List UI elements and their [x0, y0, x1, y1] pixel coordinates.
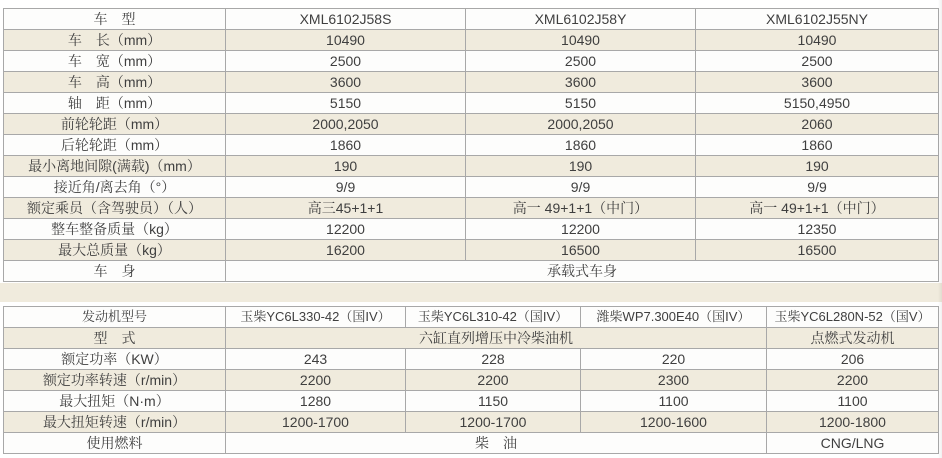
spec-value: 1200-1700 [226, 412, 406, 433]
spec-value: 2300 [581, 370, 767, 391]
spec-value: 190 [696, 156, 939, 177]
spec-value: 10490 [466, 30, 696, 51]
spec-value: 2000,2050 [226, 114, 466, 135]
spec-value: 5150 [466, 93, 696, 114]
spec-label: 前轮轮距（mm） [4, 114, 226, 135]
spec-value: 1100 [581, 391, 767, 412]
spec-value: 2000,2050 [466, 114, 696, 135]
spec-value: 玉柴YC6L310-42（国IV） [406, 307, 581, 328]
spec-label: 最大总质量（kg） [4, 240, 226, 261]
spec-label: 最小离地间隙(满载)（mm） [4, 156, 226, 177]
spec-value: 1860 [696, 135, 939, 156]
table-row-fuel-type [4, 433, 939, 454]
spec-value-span: 六缸直列增压中冷柴油机 [226, 328, 767, 349]
spec-label: 发动机型号 [4, 307, 226, 328]
table-row-curb-weight [4, 219, 939, 240]
spec-value: 高一 49+1+1（中门） [466, 198, 696, 219]
vehicle-spec-table [3, 8, 939, 282]
spec-value: 1280 [226, 391, 406, 412]
table-row-length [4, 30, 939, 51]
spec-label: 额定功率转速（r/min） [4, 370, 226, 391]
spec-label: 最大扭矩转速（r/min） [4, 412, 226, 433]
spec-label: 车 宽（mm） [4, 51, 226, 72]
spec-value: 1200-1600 [581, 412, 767, 433]
spec-value: 190 [466, 156, 696, 177]
table-row-engine-model [4, 307, 939, 328]
spec-value: XML6102J58Y [466, 9, 696, 30]
spec-value: 12200 [226, 219, 466, 240]
spec-value: 5150 [226, 93, 466, 114]
table-row-ground-clearance [4, 156, 939, 177]
spec-value: 9/9 [226, 177, 466, 198]
table-row-width [4, 51, 939, 72]
spec-value: 16500 [466, 240, 696, 261]
spec-label: 车 型 [4, 9, 226, 30]
spec-value: 玉柴YC6L330-42（国IV） [226, 307, 406, 328]
table-row-model [4, 9, 939, 30]
table-row-rear-track [4, 135, 939, 156]
spec-value: 1150 [406, 391, 581, 412]
table-row-front-track [4, 114, 939, 135]
spec-value: 228 [406, 349, 581, 370]
engine-spec-table [3, 306, 939, 454]
spec-value: 点燃式发动机 [767, 328, 939, 349]
spec-label: 型 式 [4, 328, 226, 349]
spec-value: 1100 [767, 391, 939, 412]
spec-label: 最大扭矩（N·m） [4, 391, 226, 412]
table-row-max-torque [4, 391, 939, 412]
table-row-wheelbase [4, 93, 939, 114]
table-row-height [4, 72, 939, 93]
spec-value: 2200 [767, 370, 939, 391]
spec-label: 车 身 [4, 261, 226, 282]
spec-value: 1200-1800 [767, 412, 939, 433]
table-row-passenger-capacity [4, 198, 939, 219]
spec-value: 2500 [226, 51, 466, 72]
spec-label: 轴 距（mm） [4, 93, 226, 114]
table-row-approach-departure-angle [4, 177, 939, 198]
spec-value: 10490 [696, 30, 939, 51]
table-row-gross-weight [4, 240, 939, 261]
spec-value: 16200 [226, 240, 466, 261]
spec-label: 整车整备质量（kg） [4, 219, 226, 240]
spec-value: 12200 [466, 219, 696, 240]
spec-value: 潍柴WP7.300E40（国IV） [581, 307, 767, 328]
spec-value: 2200 [406, 370, 581, 391]
spec-value-span: 柴 油 [226, 433, 767, 454]
table-row-max-torque-speed [4, 412, 939, 433]
spec-value: 243 [226, 349, 406, 370]
spec-value: 206 [767, 349, 939, 370]
spec-value: 高一 49+1+1（中门） [696, 198, 939, 219]
spec-label: 额定功率（KW） [4, 349, 226, 370]
spec-value: 2060 [696, 114, 939, 135]
spec-label: 车 长（mm） [4, 30, 226, 51]
table-row-rated-power-speed [4, 370, 939, 391]
spec-label: 接近角/离去角（°） [4, 177, 226, 198]
spec-value: 高三45+1+1 [226, 198, 466, 219]
spec-value: 1200-1700 [406, 412, 581, 433]
spec-value: 5150,4950 [696, 93, 939, 114]
spec-value: 9/9 [696, 177, 939, 198]
spec-value: 190 [226, 156, 466, 177]
spec-label: 车 高（mm） [4, 72, 226, 93]
spec-value: 1860 [226, 135, 466, 156]
spec-label: 使用燃料 [4, 433, 226, 454]
table-row-body-type [4, 261, 939, 282]
spec-value: 2200 [226, 370, 406, 391]
table-row-engine-type [4, 328, 939, 349]
table-row-rated-power [4, 349, 939, 370]
spec-value: 220 [581, 349, 767, 370]
spec-value: 1860 [466, 135, 696, 156]
spec-value-span: 承载式车身 [226, 261, 939, 282]
spec-value: XML6102J58S [226, 9, 466, 30]
spec-label: 后轮轮距（mm） [4, 135, 226, 156]
spec-value: 3600 [226, 72, 466, 93]
section-separator-band [0, 283, 942, 302]
spec-value: 3600 [466, 72, 696, 93]
spec-value: 9/9 [466, 177, 696, 198]
spec-value: 3600 [696, 72, 939, 93]
spec-value: 10490 [226, 30, 466, 51]
spec-value: XML6102J55NY [696, 9, 939, 30]
spec-value: CNG/LNG [767, 433, 939, 454]
spec-value: 16500 [696, 240, 939, 261]
spec-value: 2500 [696, 51, 939, 72]
spec-value: 12350 [696, 219, 939, 240]
spec-label: 额定乘员（含驾驶员）（人） [4, 198, 226, 219]
spec-value: 2500 [466, 51, 696, 72]
spec-value: 玉柴YC6L280N-52（国V） [767, 307, 939, 328]
